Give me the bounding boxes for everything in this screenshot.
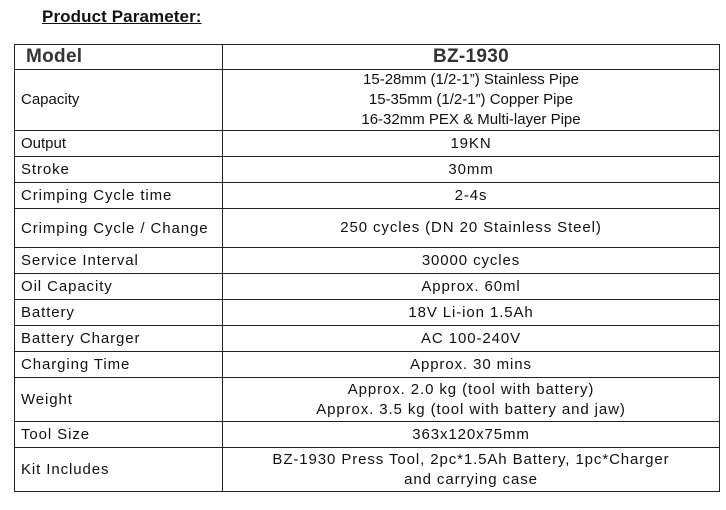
battery-charger-value: AC 100-240V bbox=[223, 326, 720, 352]
crimping-cycle-change-text: Crimping Cycle / Change bbox=[21, 219, 209, 237]
charging-time-value: Approx. 30 mins bbox=[223, 352, 720, 378]
crimping-cycle-change-value: 250 cycles (DN 20 Stainless Steel) bbox=[223, 209, 720, 248]
service-interval-value: 30000 cycles bbox=[223, 248, 720, 274]
service-interval-label: Service Interval bbox=[15, 248, 223, 274]
tool-size-label: Tool Size bbox=[15, 422, 223, 448]
battery-value: 18V Li-ion 1.5Ah bbox=[223, 300, 720, 326]
stroke-value: 30mm bbox=[223, 157, 720, 183]
table-row bbox=[15, 209, 720, 248]
weight-line: Approx. 3.5 kg (tool with battery and jaw) bbox=[316, 400, 626, 418]
page-title: Product Parameter: bbox=[42, 7, 202, 26]
battery-charger-label: Battery Charger bbox=[15, 326, 223, 352]
table-row bbox=[15, 448, 720, 492]
model-value: BZ-1930 bbox=[223, 45, 720, 70]
tool-size-value: 363x120x75mm bbox=[223, 422, 720, 448]
kit-includes-value bbox=[223, 448, 720, 492]
weight-value bbox=[223, 378, 720, 422]
table-row bbox=[15, 70, 720, 131]
table-row bbox=[15, 248, 720, 274]
weight-label: Weight bbox=[15, 378, 223, 422]
charging-time-label: Charging Time bbox=[15, 352, 223, 378]
table-row bbox=[15, 352, 720, 378]
table-row bbox=[15, 274, 720, 300]
crimping-cycle-time-label: Crimping Cycle time bbox=[15, 183, 223, 209]
crimping-cycle-time-value: 2-4s bbox=[223, 183, 720, 209]
capacity-line: 15-28mm (1/2-1”) Stainless Pipe bbox=[363, 71, 579, 88]
product-parameter-table bbox=[14, 44, 720, 492]
capacity-line: 16-32mm PEX & Multi-layer Pipe bbox=[361, 111, 581, 128]
crimping-cycle-change-label bbox=[15, 209, 223, 248]
kit-includes-line: and carrying case bbox=[404, 470, 538, 488]
table-header-row bbox=[15, 45, 720, 70]
table-row bbox=[15, 157, 720, 183]
kit-includes-label: Kit Includes bbox=[15, 448, 223, 492]
model-label: Model bbox=[15, 45, 223, 70]
table-row bbox=[15, 300, 720, 326]
capacity-value bbox=[223, 70, 720, 131]
kit-includes-line: BZ-1930 Press Tool, 2pc*1.5Ah Battery, 1pc*Charger bbox=[272, 450, 670, 468]
output-label: Output bbox=[15, 131, 223, 157]
oil-capacity-label: Oil Capacity bbox=[15, 274, 223, 300]
table-row bbox=[15, 422, 720, 448]
oil-capacity-value: Approx. 60ml bbox=[223, 274, 720, 300]
capacity-label: Capacity bbox=[15, 70, 223, 131]
stroke-label: Stroke bbox=[15, 157, 223, 183]
table-row bbox=[15, 378, 720, 422]
output-value: 19KN bbox=[223, 131, 720, 157]
table-row bbox=[15, 131, 720, 157]
battery-label: Battery bbox=[15, 300, 223, 326]
weight-line: Approx. 2.0 kg (tool with battery) bbox=[347, 380, 595, 398]
table-row bbox=[15, 183, 720, 209]
table-row bbox=[15, 326, 720, 352]
capacity-line: 15-35mm (1/2-1”) Copper Pipe bbox=[368, 91, 574, 108]
